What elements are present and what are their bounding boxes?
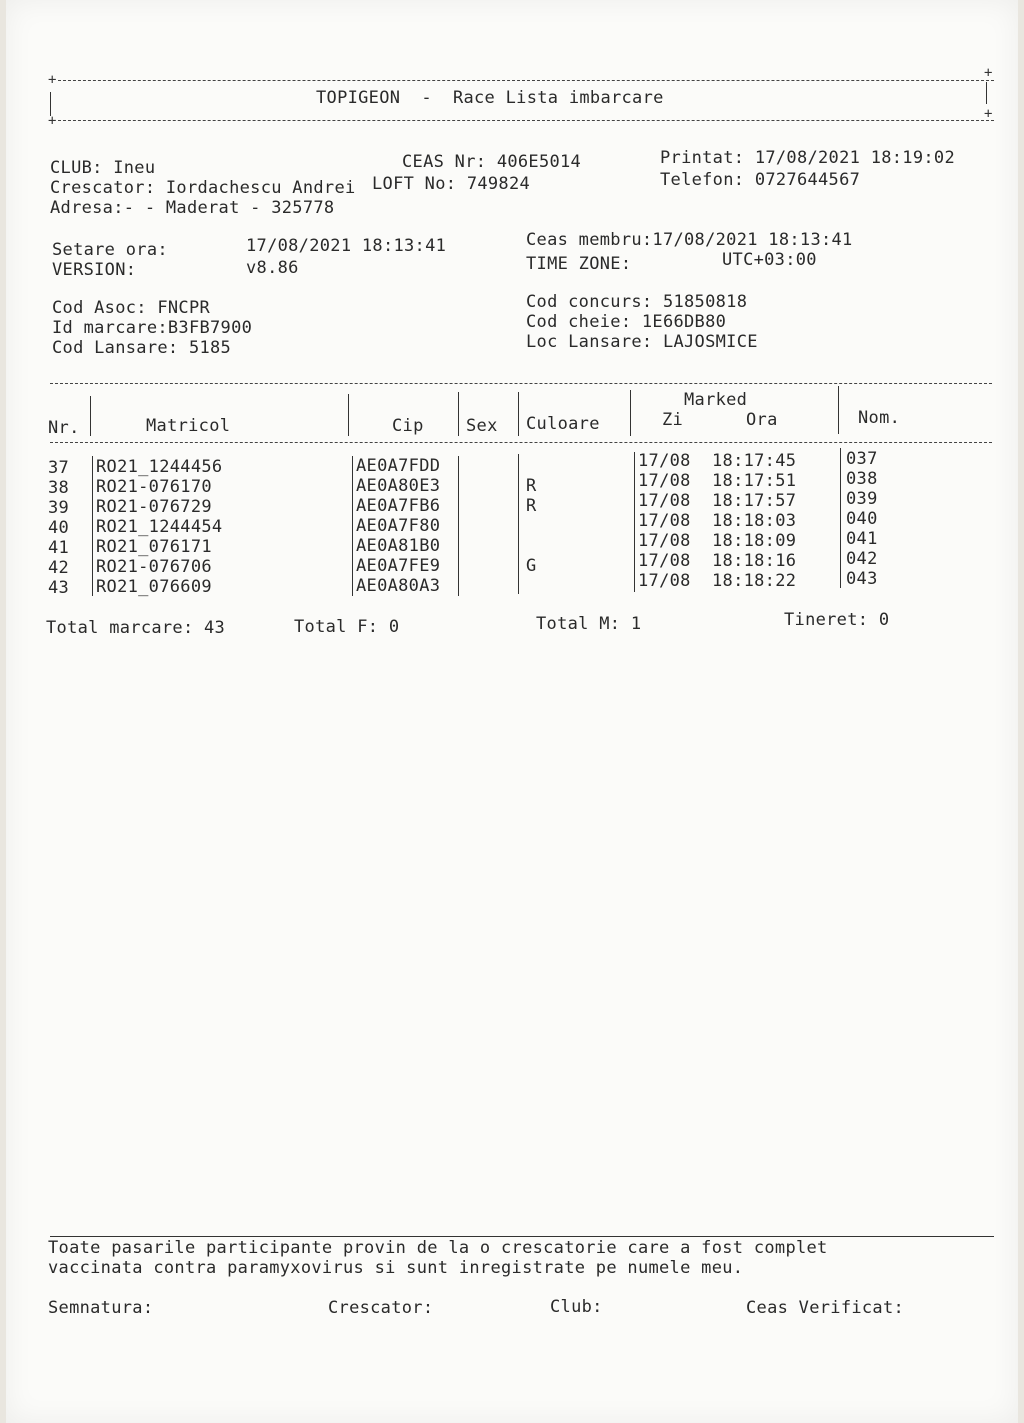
printat-label: Printat: 17/08/2021 18:19:02: [660, 148, 955, 168]
title-box-corner: +: [48, 113, 57, 129]
col-header-ora: Ora: [746, 410, 778, 430]
cod-cheie-label: Cod cheie: 1E66DB80: [526, 312, 727, 332]
setare-ora-value: 17/08/2021 18:13:41: [246, 236, 447, 256]
printed-page: [6, 0, 1018, 1423]
title-box-corner: +: [984, 106, 993, 122]
cell-zi: 17/08: [638, 471, 691, 491]
col-header-culoare: Culoare: [526, 414, 600, 434]
cell-matricol: RO21-076729: [96, 497, 212, 517]
statement-line-2: vaccinata contra paramyxovirus si sunt inregistrate pe numele meu.: [48, 1258, 744, 1278]
ceas-nr-label: CEAS Nr: 406E5014: [402, 152, 582, 172]
cell-ora: 18:17:51: [712, 471, 797, 491]
title-box-corner: +: [48, 72, 57, 88]
cell-cip: AE0A81B0: [356, 536, 441, 556]
column-divider: [458, 392, 459, 436]
cell-zi: 17/08: [638, 531, 691, 551]
cell-nom: 042: [846, 549, 878, 569]
id-marcare-label: Id marcare:B3FB7900: [52, 318, 253, 338]
col-header-matricol: Matricol: [146, 416, 231, 436]
column-divider: [518, 392, 519, 436]
cell-zi: 17/08: [638, 571, 691, 591]
cell-nr: 38: [48, 478, 70, 498]
cell-culoare: G: [526, 556, 537, 576]
column-divider: [90, 396, 91, 436]
setare-ora-label: Setare ora:: [52, 240, 168, 260]
cell-ora: 18:18:03: [712, 511, 797, 531]
cell-cip: AE0A7FE9: [356, 556, 441, 576]
cell-nom: 039: [846, 489, 878, 509]
col-header-nr: Nr.: [48, 418, 80, 438]
cell-ora: 18:17:57: [712, 491, 797, 511]
cell-cip: AE0A80A3: [356, 576, 441, 596]
column-divider: [458, 456, 459, 596]
cell-cip: AE0A7F80: [356, 516, 441, 536]
cell-nr: 39: [48, 498, 70, 518]
title-box-bottom: [58, 120, 994, 121]
cell-matricol: RO21-076170: [96, 477, 212, 497]
cell-ora: 18:17:45: [712, 451, 797, 471]
ceas-verificat-label: Ceas Verificat:: [746, 1298, 905, 1318]
cell-matricol: RO21-076706: [96, 557, 212, 577]
cell-cip: AE0A7FB6: [356, 496, 441, 516]
column-divider: [92, 456, 93, 596]
table-top-rule: [50, 383, 992, 384]
telefon-label: Telefon: 0727644567: [660, 170, 861, 190]
crescator-signature-label: Crescator:: [328, 1298, 434, 1318]
loc-lansare-label: Loc Lansare: LAJOSMICE: [526, 332, 758, 352]
column-divider: [352, 456, 353, 596]
statement-line-1: Toate pasarile participante provin de la o crescatorie care a fost complet: [48, 1238, 828, 1258]
version-label: VERSION:: [52, 260, 137, 280]
cell-nom: 037: [846, 449, 878, 469]
club-label: CLUB: Ineu: [50, 158, 156, 178]
cell-culoare: R: [526, 476, 537, 496]
table-header-rule: [50, 442, 992, 443]
adresa-label: Adresa:- - Maderat - 325778: [50, 198, 335, 218]
footer-rule: [50, 1236, 994, 1237]
time-zone-value: UTC+03:00: [722, 250, 817, 270]
cell-nr: 40: [48, 518, 70, 538]
cell-nom: 040: [846, 509, 878, 529]
col-header-marked: Marked: [684, 390, 748, 410]
column-divider: [630, 390, 631, 436]
total-f: Total F: 0: [294, 617, 400, 637]
cell-cip: AE0A80E3: [356, 476, 441, 496]
title-box-top: [58, 80, 994, 81]
col-header-nom: Nom.: [858, 408, 901, 428]
cell-nr: 41: [48, 538, 70, 558]
column-divider: [348, 394, 349, 436]
col-header-zi: Zi: [662, 410, 684, 430]
total-marcare: Total marcare: 43: [46, 618, 226, 638]
cell-cip: AE0A7FDD: [356, 456, 441, 476]
cell-matricol: RO21_1244454: [96, 517, 223, 537]
cell-nr: 43: [48, 578, 70, 598]
column-divider: [840, 448, 841, 588]
version-value: v8.86: [246, 258, 299, 278]
tineret: Tineret: 0: [784, 610, 890, 630]
cell-zi: 17/08: [638, 451, 691, 471]
page-title: TOPIGEON - Race Lista imbarcare: [316, 88, 664, 108]
cell-nom: 041: [846, 529, 878, 549]
cell-matricol: RO21_1244456: [96, 457, 223, 477]
cell-matricol: RO21_076609: [96, 577, 212, 597]
title-box-right: [986, 82, 987, 104]
loft-no-label: LOFT No: 749824: [372, 174, 531, 194]
signature-field-label: Semnatura:: [48, 1298, 154, 1318]
cod-asoc-label: Cod Asoc: FNCPR: [52, 298, 211, 318]
cod-concurs-label: Cod concurs: 51850818: [526, 292, 748, 312]
cell-nr: 42: [48, 558, 70, 578]
cell-ora: 18:18:16: [712, 551, 797, 571]
time-zone-label: TIME ZONE:: [526, 254, 632, 274]
cell-nom: 043: [846, 569, 878, 589]
cell-matricol: RO21_076171: [96, 537, 212, 557]
cell-zi: 17/08: [638, 511, 691, 531]
column-divider: [634, 452, 635, 592]
total-m: Total M: 1: [536, 614, 642, 634]
ceas-membru-label: Ceas membru:17/08/2021 18:13:41: [526, 230, 853, 250]
cod-lansare-label: Cod Lansare: 5185: [52, 338, 232, 358]
club-signature-label: Club:: [550, 1297, 603, 1317]
column-divider: [518, 454, 519, 594]
cell-ora: 18:18:09: [712, 531, 797, 551]
col-header-sex: Sex: [466, 416, 498, 436]
cell-nr: 37: [48, 458, 70, 478]
cell-ora: 18:18:22: [712, 571, 797, 591]
title-box-corner: +: [984, 65, 993, 81]
cell-zi: 17/08: [638, 491, 691, 511]
column-divider: [838, 386, 839, 434]
col-header-cip: Cip: [392, 416, 424, 436]
cell-culoare: R: [526, 496, 537, 516]
cell-zi: 17/08: [638, 551, 691, 571]
cell-nom: 038: [846, 469, 878, 489]
crescator-label: Crescator: Iordachescu Andrei: [50, 178, 356, 198]
